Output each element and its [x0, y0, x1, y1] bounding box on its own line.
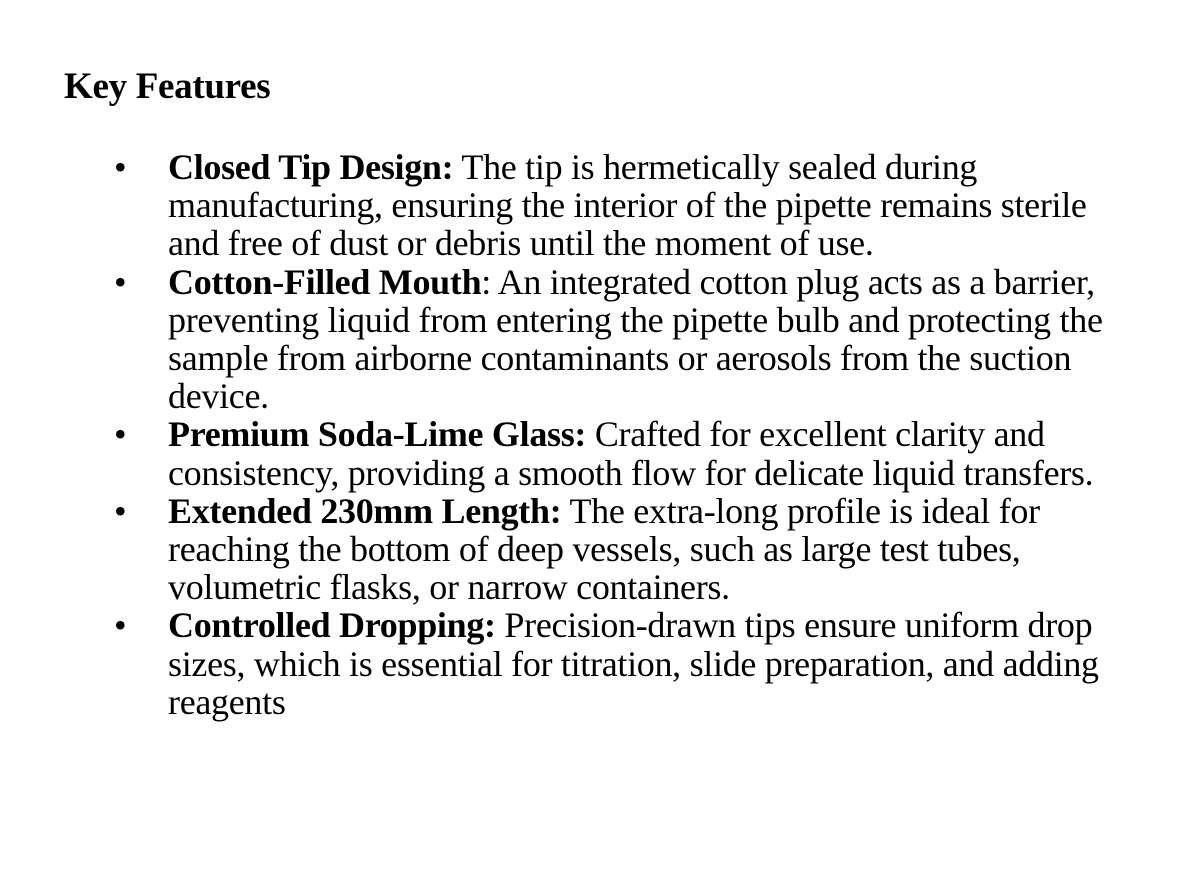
bullet-icon: •: [114, 490, 127, 531]
list-item: [64, 606, 1104, 721]
feature-term: Extended 230mm Length:: [168, 490, 562, 531]
feature-term: Cotton-Filled Mouth: [168, 261, 482, 302]
feature-description: The extra-long profile is ideal for reaching the bottom of deep vessels, such as large test tubes, volumetric flasks, or narrow containers.: [168, 490, 1040, 608]
feature-description: The tip is hermetically sealed during manufacturing, ensuring the interior of the pipette remains sterile and free of dust or debris until the moment of use.: [168, 147, 1087, 264]
feature-description: : An integrated cotton plug acts as a barrier, preventing liquid from entering the pipette bulb and protecting the sample from airborne contaminants or aerosols from the suction device.: [168, 261, 1103, 417]
list-item: [64, 415, 1104, 491]
bullet-icon: •: [114, 261, 127, 302]
list-item: [64, 492, 1104, 607]
feature-list: [64, 148, 1104, 721]
feature-description: Precision-drawn tips ensure uniform drop sizes, which is essential for titration, slide preparation, and adding reagents: [168, 605, 1099, 722]
list-item: [64, 263, 1104, 416]
bullet-icon: •: [114, 605, 127, 646]
feature-term: Controlled Dropping:: [168, 605, 496, 646]
list-item: [64, 148, 1104, 263]
document: [64, 62, 1164, 722]
bullet-icon: •: [114, 414, 127, 455]
bullet-icon: •: [114, 147, 127, 187]
feature-description: Crafted for excellent clarity and consistency, providing a smooth flow for delicate liquid transfers.: [168, 414, 1094, 493]
feature-term: Premium Soda-Lime Glass:: [168, 414, 587, 455]
section-heading: Key Features: [64, 66, 271, 107]
feature-term: Closed Tip Design:: [168, 147, 454, 187]
